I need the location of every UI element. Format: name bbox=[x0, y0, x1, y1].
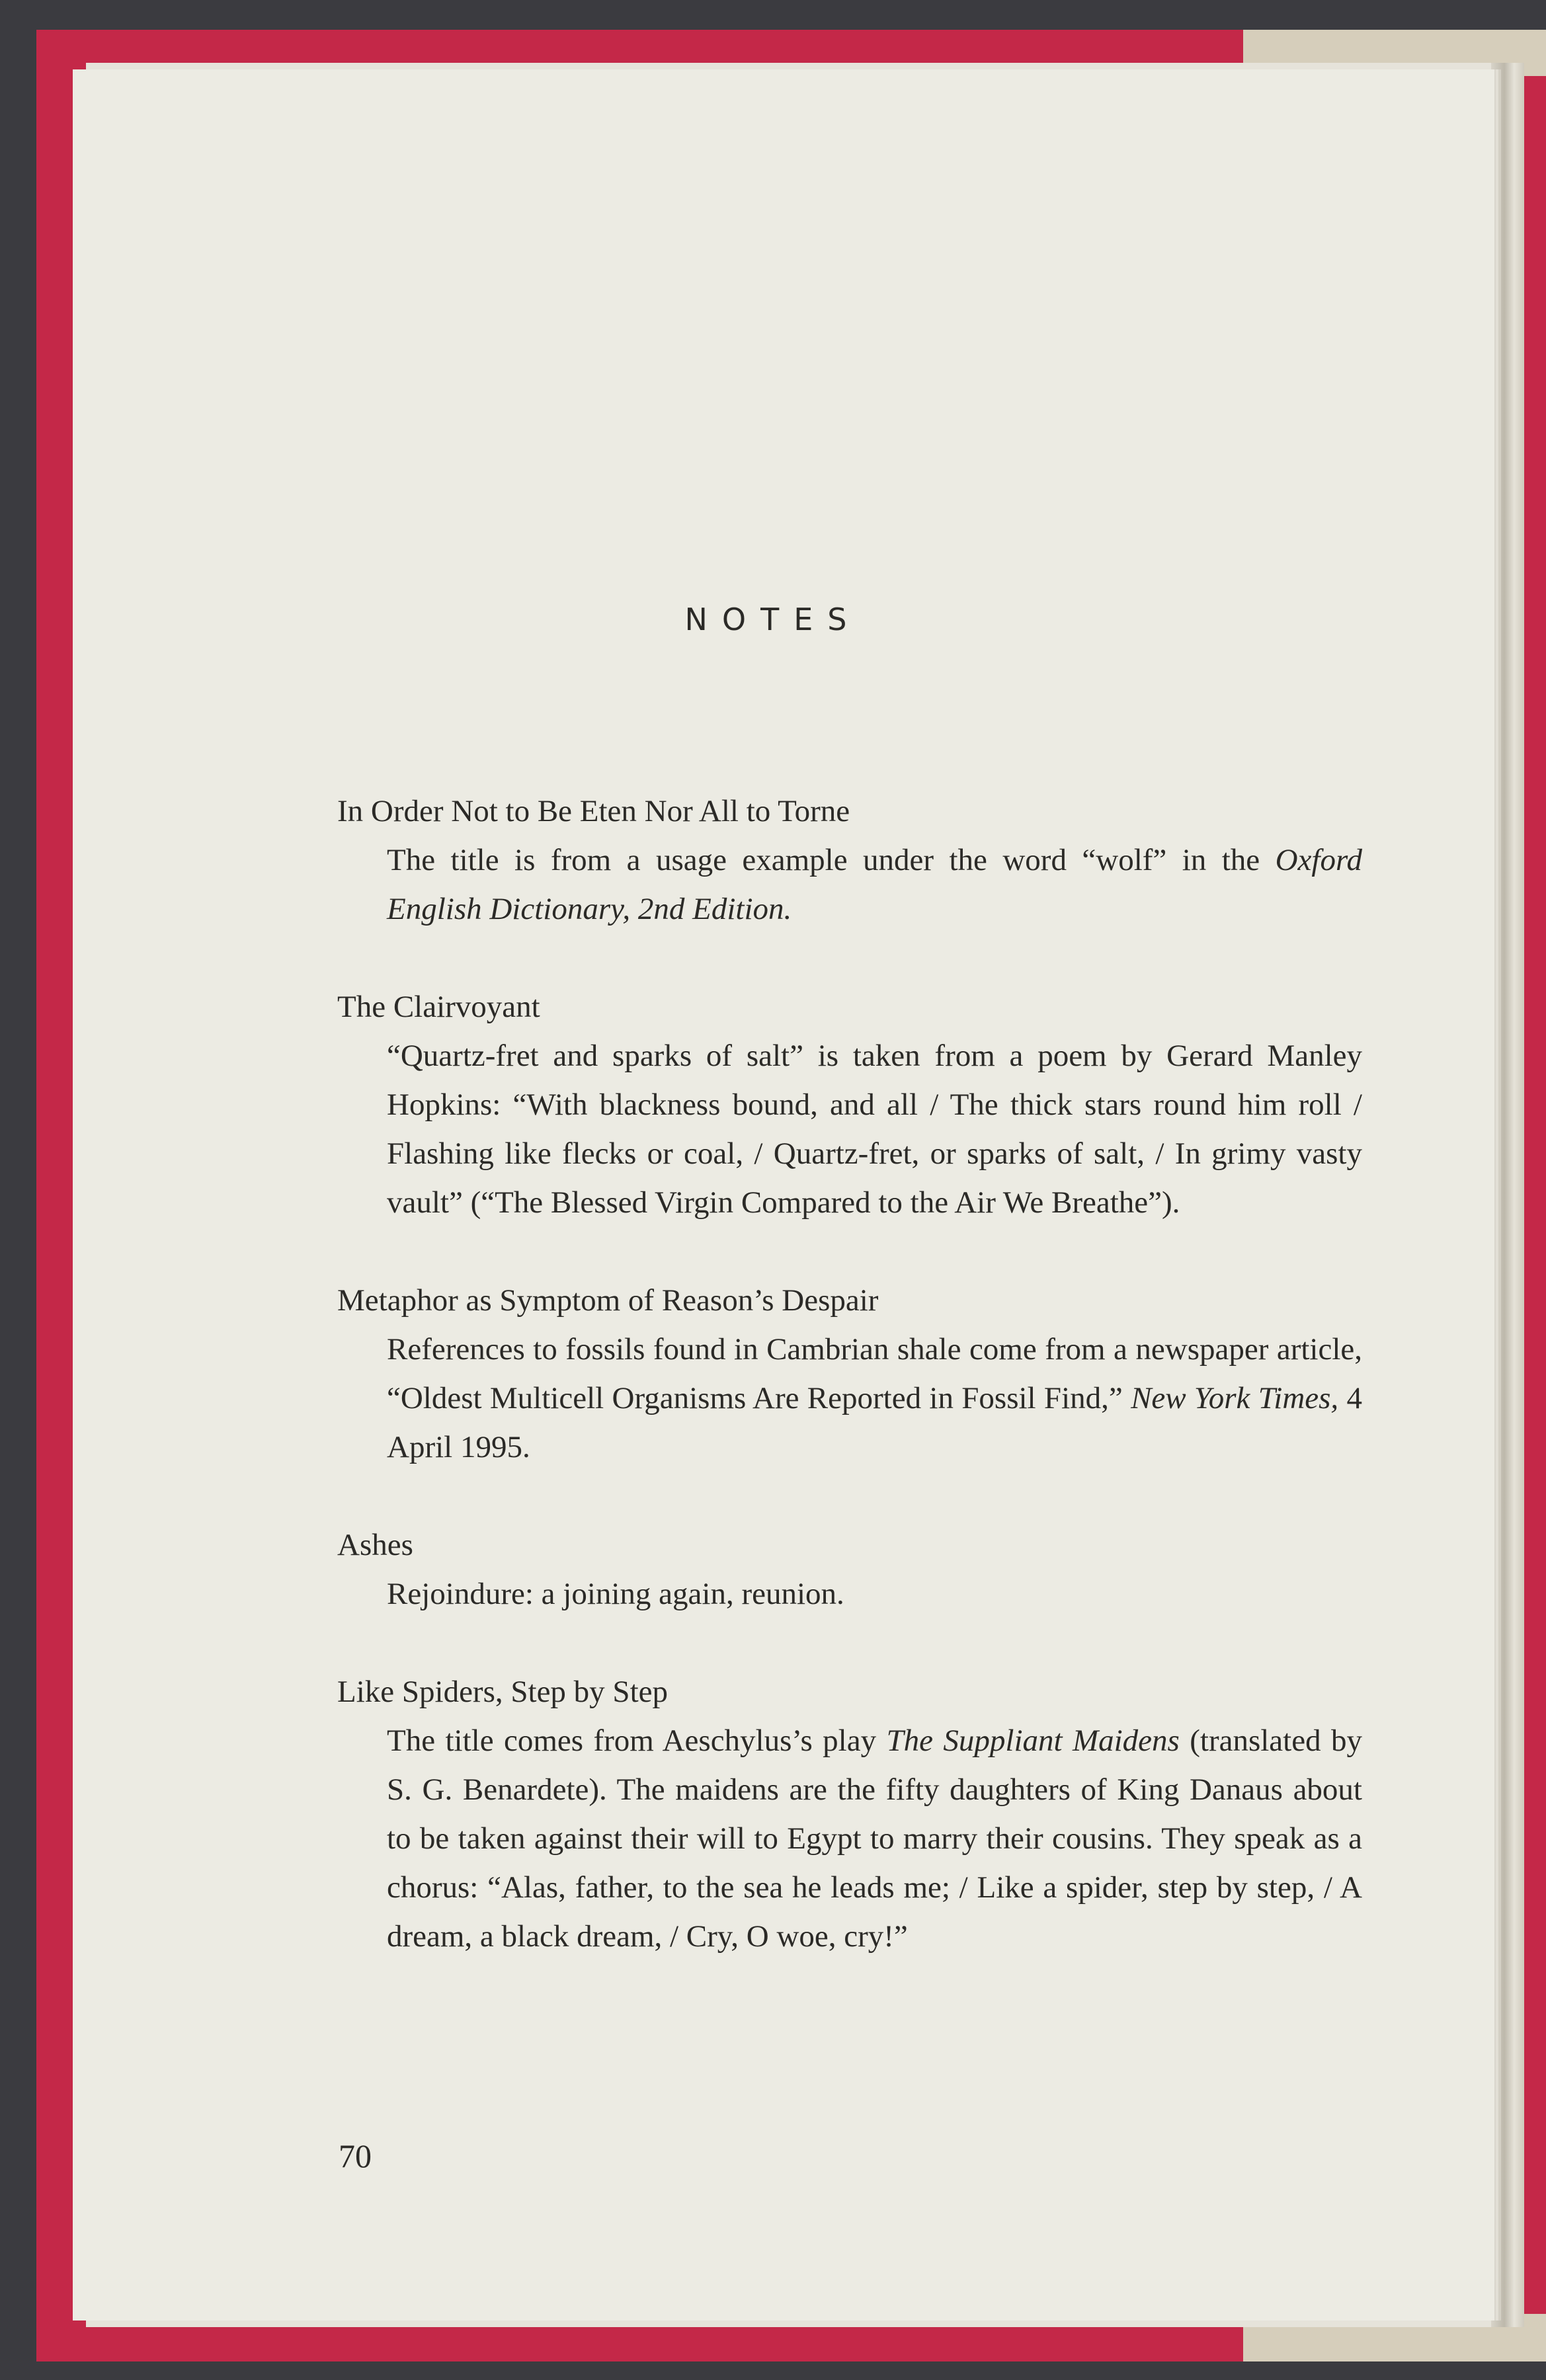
note-entry bbox=[337, 1521, 1362, 1618]
note-body-text: 4 April 1995. bbox=[387, 1381, 1363, 1464]
note-body-italic: Oxford English Dictionary, 2nd Edition. bbox=[387, 843, 1362, 926]
note-body-text: “Quartz-fret and sparks of salt” is taken from a poem by Gerard Manley Hopkins: “With blackness bound, and all / The thick stars round him roll / Flashing like flecks or coal, / Quartz-fret, or sparks of salt, / In grimy vasty vault” (“The Blessed Virgin Compared to the Air We Breathe”). bbox=[387, 1039, 1362, 1220]
note-body bbox=[387, 1716, 1362, 1961]
note-title: The Clairvoyant bbox=[337, 990, 540, 1024]
note-body bbox=[387, 836, 1362, 933]
note-body bbox=[387, 1325, 1362, 1472]
note-body-text: Rejoindure: a joining again, reunion. bbox=[387, 1577, 844, 1611]
note-title: Metaphor as Symptom of Reason’s Despair bbox=[337, 1283, 879, 1318]
notes-list bbox=[337, 787, 1362, 2010]
note-title: In Order Not to Be Eten Nor All to Torne bbox=[337, 794, 850, 828]
note-body bbox=[387, 1031, 1362, 1227]
note-body-italic: New York Times, bbox=[1131, 1381, 1339, 1415]
note-entry bbox=[337, 1276, 1362, 1472]
note-body-italic: The Suppliant Maidens bbox=[886, 1724, 1180, 1758]
note-body-text: (translated by S. G. Benardete). The maidens are the fifty daughters of King Danaus about to be taken against their will to Egypt to marry their cousins. They speak as a chorus: “Alas, father, to the sea he leads me; / Like a spider, step by step, / A dream, a black dream, / Cry, O woe, cry!” bbox=[387, 1724, 1362, 1954]
note-title: Like Spiders, Step by Step bbox=[337, 1675, 668, 1709]
note-title: Ashes bbox=[337, 1528, 413, 1562]
page-heading: NOTES bbox=[684, 602, 862, 637]
note-body-text: The title is from a usage example under the word “wolf” in the bbox=[387, 843, 1276, 877]
spine-gutter bbox=[1491, 63, 1524, 2327]
note-entry bbox=[337, 787, 1362, 933]
page-number: 70 bbox=[339, 2137, 372, 2174]
note-body-text: References to fossils found in Cambrian shale come from a newspaper article, “Oldest Multicell Organisms Are Reported in Fossil Find,” bbox=[387, 1332, 1362, 1415]
note-body-text: The title comes from Aeschylus’s play bbox=[387, 1724, 887, 1758]
note-body bbox=[387, 1569, 1362, 1618]
note-entry bbox=[337, 1667, 1362, 1961]
note-entry bbox=[337, 982, 1362, 1227]
